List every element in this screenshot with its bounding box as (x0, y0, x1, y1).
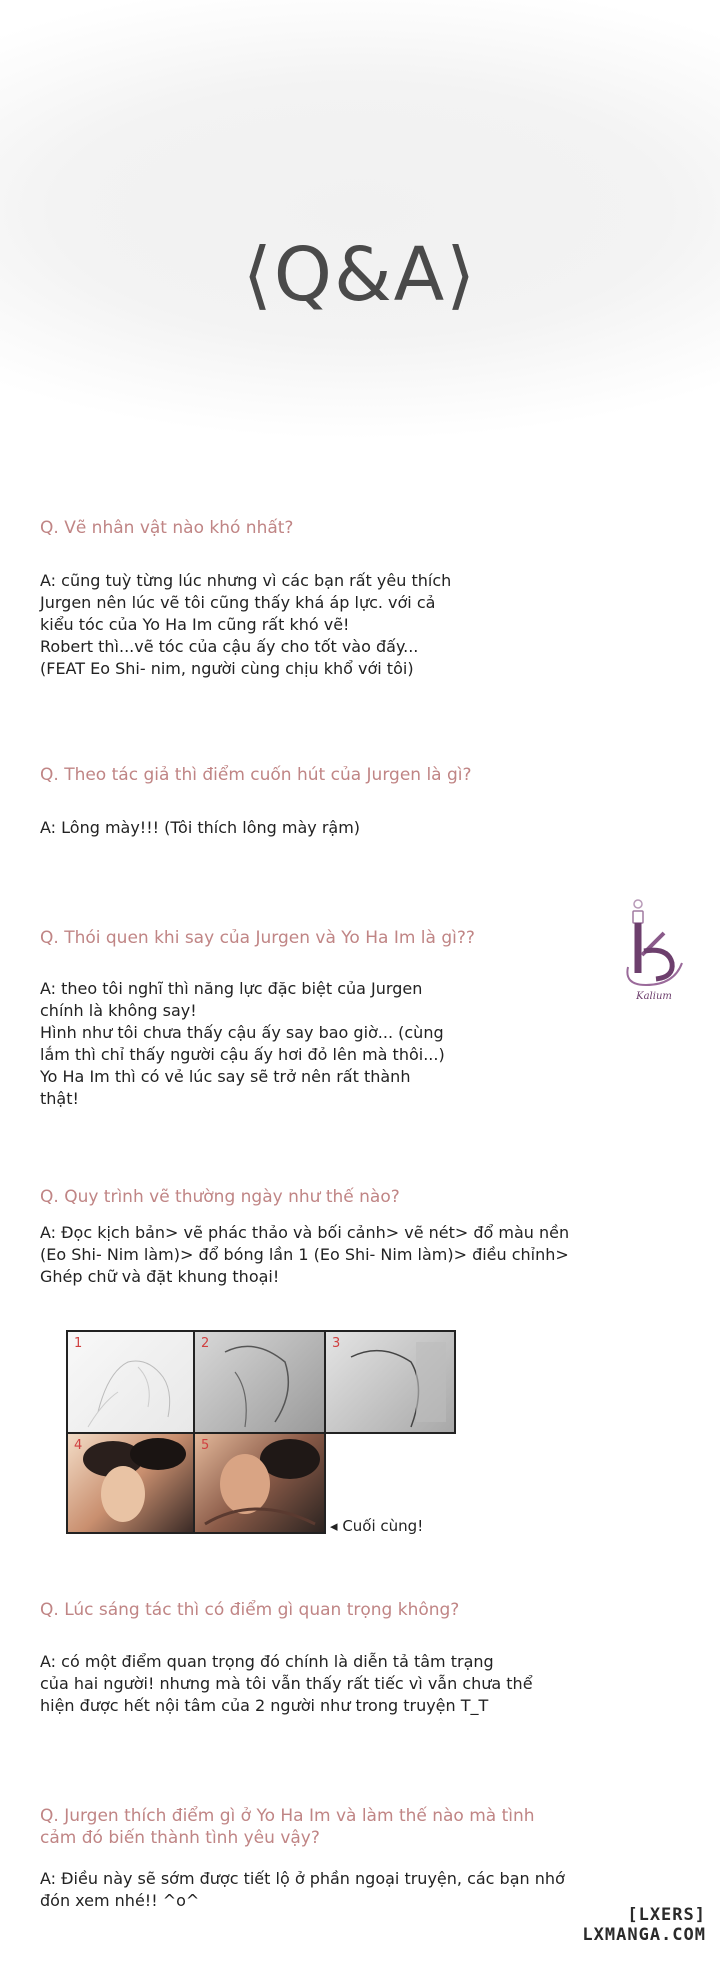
answer-3-line: chính là không say! (40, 1001, 197, 1020)
question-6-line: Q. Jurgen thích điểm gì ở Yo Ha Im và làm thế nào mà tình (40, 1806, 535, 1826)
answer-1-line: Robert thì...vẽ tóc của cậu ấy cho tốt vào đấy... (40, 637, 419, 656)
process-panels (66, 1330, 456, 1534)
watermark-line: LXMANGA.COM (582, 1925, 706, 1945)
kalium-logo-icon (616, 895, 692, 1005)
process-panel-4 (68, 1434, 193, 1532)
final-label (330, 1517, 423, 1535)
arrow-left-icon: ◂ (330, 1517, 338, 1535)
answer-5-line: của hai người! nhưng mà tôi vẫn thấy rất tiếc vì vẫn chưa thể (40, 1674, 533, 1693)
answer-1-line: (FEAT Eo Shi- nim, người cùng chịu khổ với tôi) (40, 659, 414, 678)
process-panel-1 (68, 1332, 193, 1432)
answer-3 (40, 978, 445, 1110)
answer-1-line: A: cũng tuỳ từng lúc nhưng vì các bạn rất yêu thích (40, 571, 452, 590)
answer-4-line: (Eo Shi- Nim làm)> đổ bóng lần 1 (Eo Shi- Nim làm)> điều chỉnh> (40, 1245, 569, 1264)
question-6 (40, 1805, 535, 1849)
header-background (0, 0, 720, 450)
color-icon (68, 1434, 193, 1532)
answer-3-line: Hình như tôi chưa thấy cậu ấy say bao giờ... (cùng (40, 1023, 444, 1042)
answer-3-line: lắm thì chỉ thấy người cậu ấy hơi đỏ lên mà thôi...) (40, 1045, 445, 1064)
answer-6 (40, 1868, 565, 1912)
question-1: Q. Vẽ nhân vật nào khó nhất? (40, 518, 294, 538)
final-label-text: Cuối cùng! (342, 1517, 424, 1535)
answer-2-line: A: Lông mày!!! (Tôi thích lông mày rậm) (40, 818, 361, 837)
question-3: Q. Thói quen khi say của Jurgen và Yo Ha Im là gì?? (40, 928, 475, 948)
question-5: Q. Lúc sáng tác thì có điểm gì quan trọng không? (40, 1600, 460, 1620)
question-2: Q. Theo tác giả thì điểm cuốn hút của Jurgen là gì? (40, 765, 472, 785)
logo-text: Kalium (636, 991, 672, 1002)
answer-4-line: Ghép chữ và đặt khung thoại! (40, 1267, 280, 1286)
sketch-lines-icon (68, 1332, 193, 1432)
panel-number: 3 (332, 1336, 341, 1351)
process-panel-5 (195, 1434, 324, 1532)
answer-4 (40, 1222, 569, 1288)
question-4: Q. Quy trình vẽ thường ngày như thế nào? (40, 1187, 400, 1207)
panel-number: 2 (201, 1336, 210, 1351)
answer-1 (40, 570, 451, 680)
watermark-line: [LXERS] (627, 1905, 706, 1925)
answer-6-line: đón xem nhé!! ^o^ (40, 1891, 200, 1910)
answer-1-line: kiểu tóc của Yo Ha Im cũng rất khó vẽ! (40, 615, 350, 634)
answer-6-line: A: Điều này sẽ sớm được tiết lộ ở phần ngoại truyện, các bạn nhớ (40, 1869, 565, 1888)
final-icon (195, 1434, 324, 1532)
answer-1-line: Jurgen nên lúc vẽ tôi cũng thấy khá áp lực. với cả (40, 593, 436, 612)
question-6-line: cảm đó biến thành tình yêu vậy? (40, 1828, 320, 1848)
answer-3-line: A: theo tôi nghĩ thì năng lực đặc biệt của Jurgen (40, 979, 423, 998)
answer-3-line: thật! (40, 1089, 79, 1108)
answer-3-line: Yo Ha Im thì có vẻ lúc say sẽ trở nên rất thành (40, 1067, 411, 1086)
answer-5-line: hiện được hết nội tâm của 2 người như trong truyện T_T (40, 1696, 489, 1715)
shading-icon (326, 1332, 454, 1432)
panel-number: 1 (74, 1336, 83, 1351)
answer-5-line: A: có một điểm quan trọng đó chính là diễn tả tâm trạng (40, 1652, 494, 1671)
page-title: ⟨Q&A⟩ (242, 232, 478, 318)
process-panel-2 (195, 1332, 324, 1432)
watermark (582, 1905, 706, 1945)
process-panel-3 (326, 1332, 454, 1432)
panel-number: 5 (201, 1438, 210, 1453)
lineart-icon (195, 1332, 324, 1432)
answer-2 (40, 817, 360, 839)
answer-4-line: A: Đọc kịch bản> vẽ phác thảo và bối cảnh> vẽ nét> đổ màu nền (40, 1223, 570, 1242)
answer-5 (40, 1651, 533, 1717)
panel-number: 4 (74, 1438, 83, 1453)
